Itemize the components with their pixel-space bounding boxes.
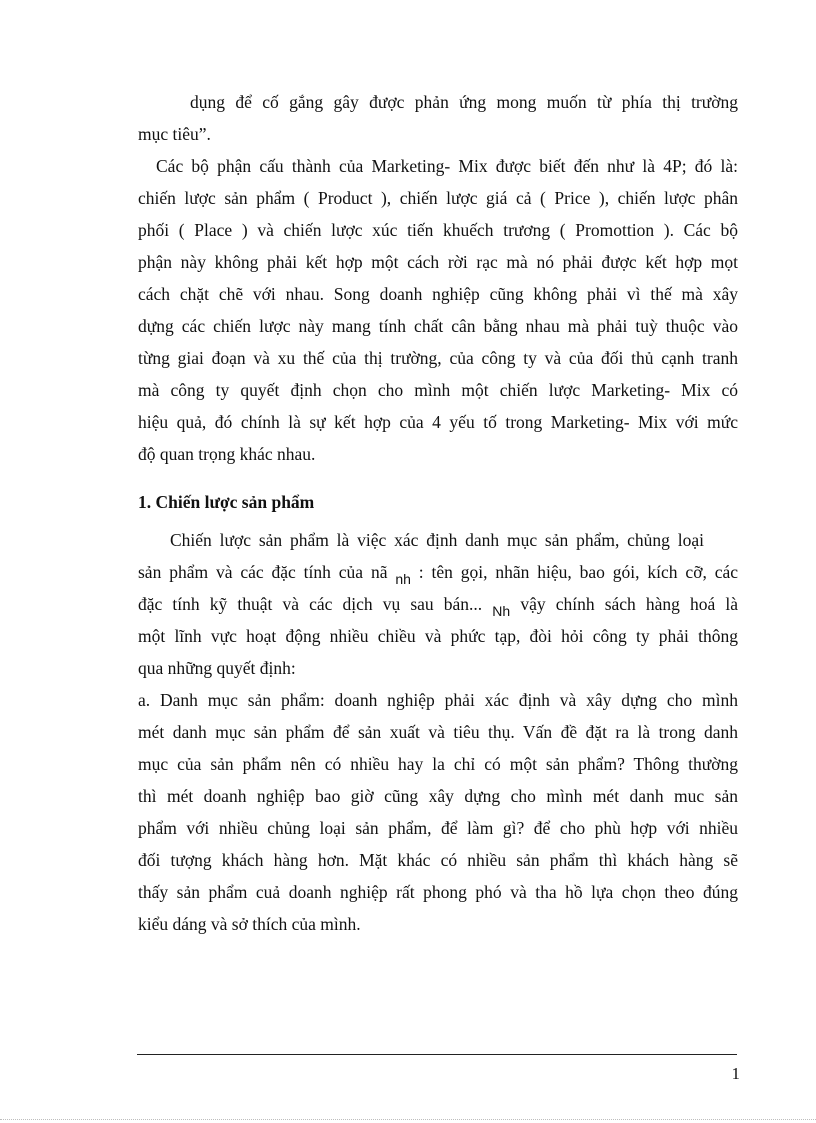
section1-line-1: Chiến lược sản phẩm là việc xác định danh mục sản phẩm, chủng loại — [170, 530, 704, 550]
item-a-line-4: thì mét doanh nghiệp bao giờ cũng xây dựng cho mình mét danh muc sản — [138, 786, 738, 806]
section1-line-3-start: đặc tính kỹ thuật và các dịch vụ sau bán... — [138, 594, 483, 614]
intro-line-2: mục tiêu”. — [138, 124, 211, 144]
section1-line-5: qua những quyết định: — [138, 658, 296, 678]
page-bottom-border — [0, 1119, 816, 1120]
item-a-line-8: kiểu dáng và sở thích của mình. — [138, 914, 361, 934]
paragraph-4p-line-2: chiến lược sản phẩm ( Product ), chiến lược giá cả ( Price ), chiến lược phân — [138, 188, 738, 208]
item-a-line-1: a. Danh mục sản phẩm: doanh nghiệp phải xác định và xây dựng cho mình — [138, 690, 738, 710]
subscript-nh: nh — [395, 571, 411, 587]
item-a-line-3: mục của sản phẩm nên có nhiều hay la chỉ có một sản phẩm? Thông thường — [138, 754, 738, 774]
intro-line-1: dụng để cố gắng gây được phản ứng mong muốn từ phía thị trường — [190, 92, 738, 112]
item-a-line-2: mét danh mục sản phẩm để sản xuất và tiêu thụ. Vấn đề đặt ra là trong danh — [138, 722, 738, 742]
item-a-line-7: thấy sản phẩm cuả doanh nghiệp rất phong phó và tha hồ lựa chọn theo đúng — [138, 882, 738, 902]
subscript-nh-capital: Nh — [492, 603, 511, 619]
page-number: 1 — [731, 1064, 740, 1083]
paragraph-4p-line-5: cách chặt chẽ với nhau. Song doanh nghiệp cũng không phải vì thế mà xây — [138, 284, 738, 304]
item-a-line-6: đối tượng khách hàng hơn. Mặt khác có nhiều sản phẩm thì khách hàng sẽ — [138, 850, 738, 870]
section1-line-4: một lĩnh vực hoạt động nhiều chiều và phức tạp, đòi hỏi công ty phải thông — [138, 626, 738, 646]
footer-rule — [137, 1054, 737, 1055]
section1-line-2-end: : tên gọi, nhãn hiệu, bao gói, kích cỡ, các — [418, 562, 738, 582]
section-heading: 1. Chiến lược sản phẩm — [138, 492, 315, 512]
section1-line-2 — [138, 561, 738, 590]
paragraph-4p-line-4: phận này không phải kết hợp một cách rời rạc mà nó phải được kết hợp mọt — [138, 252, 738, 272]
paragraph-4p-line-6: dựng các chiến lược này mang tính chất cân bằng nhau mà phải tuỳ thuộc vào — [138, 316, 738, 336]
paragraph-4p-line-10: độ quan trọng khác nhau. — [138, 444, 316, 464]
paragraph-4p-line-3: phối ( Place ) và chiến lược xúc tiến khuếch trương ( Promottion ). Các bộ — [138, 220, 738, 240]
section1-line-2-start: sản phẩm và các đặc tính của nã — [138, 562, 388, 582]
paragraph-4p-line-1: Các bộ phận cấu thành của Marketing- Mix được biết đến như là 4P; đó là: — [156, 156, 738, 176]
section1-line-3 — [138, 593, 738, 622]
paragraph-4p-line-7: từng giai đoạn và xu thế của thị trường, của công ty và của đối thủ cạnh tranh — [138, 348, 738, 368]
paragraph-4p-line-9: hiệu quả, đó chính là sự kết hợp của 4 yếu tố trong Marketing- Mix với mức — [138, 412, 738, 432]
item-a-line-5: phẩm với nhiều chủng loại sản phẩm, để làm gì? để cho phù hợp với nhiều — [138, 818, 738, 838]
paragraph-4p-line-8: mà công ty quyết định chọn cho mình một chiến lược Marketing- Mix có — [138, 380, 738, 400]
section1-line-3-end: vậy chính sách hàng hoá là — [520, 594, 739, 614]
